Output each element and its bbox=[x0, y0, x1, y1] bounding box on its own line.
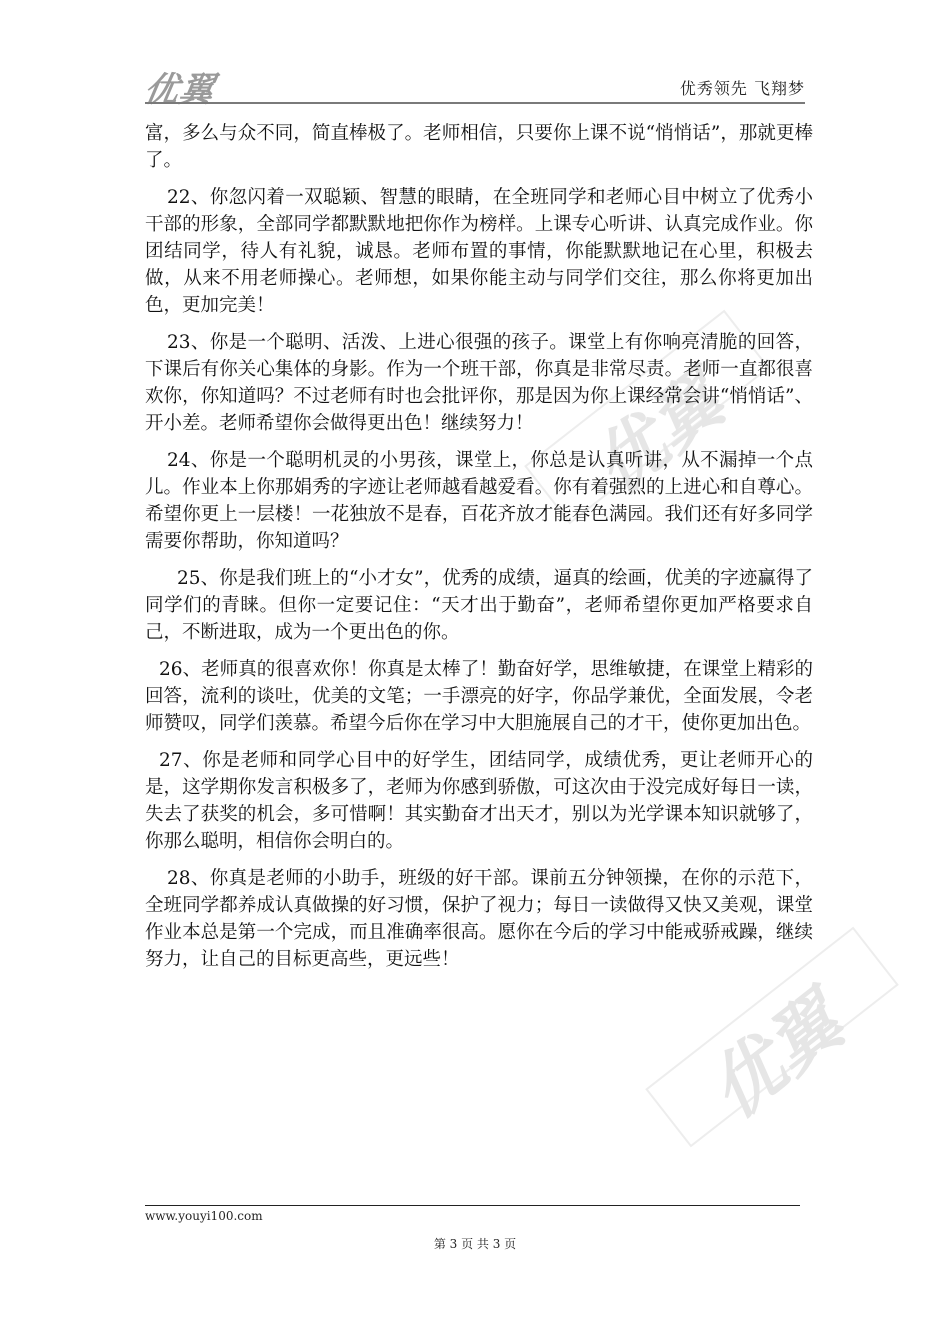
page-number: 第 3 页 共 3 页 bbox=[433, 1237, 517, 1251]
paragraph: 24、你是一个聪明机灵的小男孩，课堂上，你总是认真听讲，从不漏掉一个点儿。作业本上你那娟秀的字迹让老师越看越爱看。你有着强烈的上进心和自尊心。希望你更上一层楼！一花独放不是春，百花齐放才能春色满园。我们还有好多同学需要你帮助，你知道吗？ bbox=[145, 450, 813, 552]
paragraph: 26、老师真的很喜欢你！你真是太棒了！勤奋好学，思维敏捷，在课堂上精彩的回答，流利的谈吐，优美的文笔；一手漂亮的好字，你品学兼优，全面发展，令老师赞叹，同学们羡慕。希望今后你在学习中大胆施展自己的才干，使你更加出色。 bbox=[145, 659, 813, 734]
document-body bbox=[145, 120, 813, 983]
watermark-logo: 优翼 bbox=[693, 979, 859, 1135]
footer-url: www.youyi100.com bbox=[145, 1209, 263, 1223]
paragraph: 25、你是我们班上的“小才女”，优秀的成绩，逼真的绘画，优美的字迹赢得了同学们的青睐。但你一定要记住：“天才出于勤奋”，老师希望你更加严格要求自己，不断进取，成为一个更出色的你。 bbox=[145, 568, 813, 643]
header-divider bbox=[145, 102, 805, 104]
watermark-logo: 优翼 bbox=[577, 359, 739, 511]
paragraph: 富，多么与众不同，简直棒极了。老师相信，只要你上课不说“悄悄话”，那就更棒了。 bbox=[145, 123, 813, 171]
paragraph: 27、你是老师和同学心目中的好学生，团结同学，成绩优秀，更让老师开心的是，这学期你发言积极多了，老师为你感到骄傲，可这次由于没完成好每日一读，失去了获奖的机会，多可惜啊！其实勤奋才出天才，别以为光学课本知识就够了，你那么聪明，相信你会明白的。 bbox=[145, 750, 813, 852]
paragraph: 23、你是一个聪明、活泼、上进心很强的孩子。课堂上有你响亮清脆的回答，下课后有你关心集体的身影。作为一个班干部，你真是非常尽责。老师一直都很喜欢你，你知道吗？不过老师有时也会批评你，那是因为你上课经常会讲“悄悄话”、开小差。老师希望你会做得更出色！继续努力！ bbox=[145, 332, 813, 434]
header-slogan: 优秀领先 飞翔梦 bbox=[679, 79, 805, 98]
footer-divider bbox=[145, 1205, 800, 1206]
paragraph: 22、你忽闪着一双聪颖、智慧的眼睛，在全班同学和老师心目中树立了优秀小干部的形象，全部同学都默默地把你作为榜样。上课专心听讲、认真完成作业。你团结同学，待人有礼貌，诚恳。老师布置的事情，你能默默地记在心里，积极去做，从来不用老师操心。老师想，如果你能主动与同学们交往，那么你将更加出色，更加完美！ bbox=[145, 187, 813, 316]
logo: 优翼 bbox=[140, 70, 218, 110]
paragraph: 28、你真是老师的小助手，班级的好干部。课前五分钟领操，在你的示范下，全班同学都养成认真做操的好习惯，保护了视力；每日一读做得又快又美观，课堂作业本总是第一个完成，而且准确率很高。愿你在今后的学习中能戒骄戒躁，继续努力，让自己的目标更高些，更远些！ bbox=[145, 868, 813, 970]
page-header bbox=[140, 60, 805, 110]
